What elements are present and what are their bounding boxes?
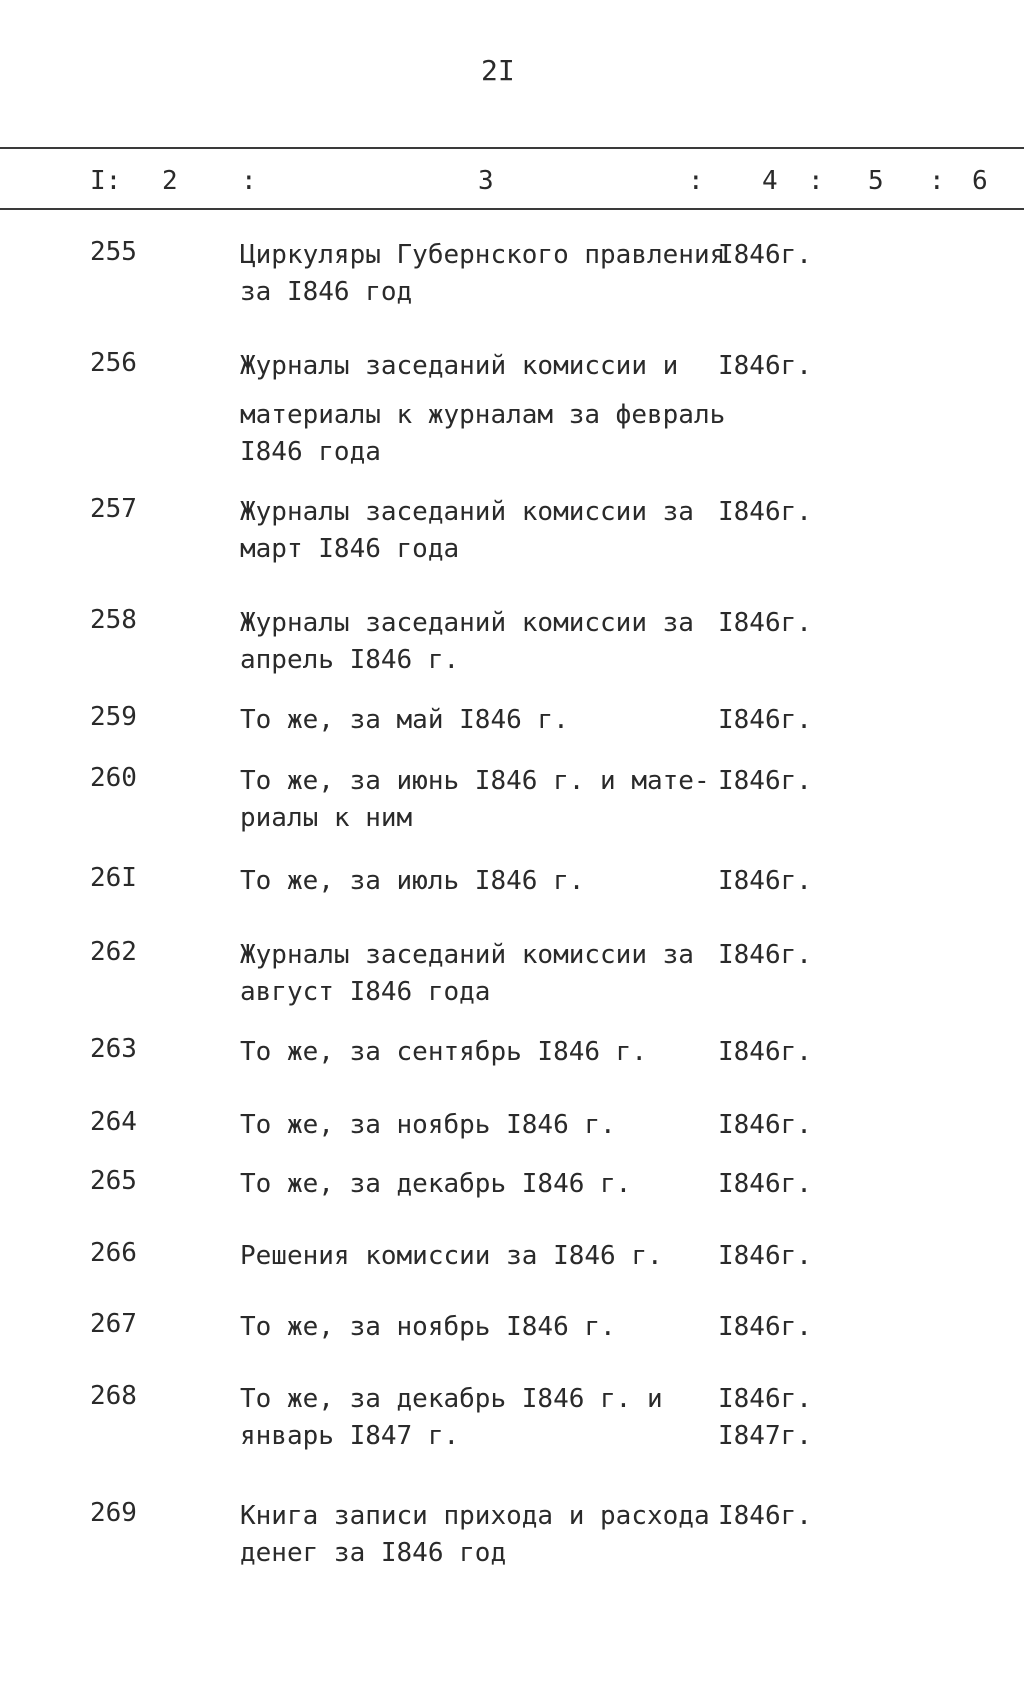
row-number: 268 bbox=[90, 1381, 137, 1411]
row-number: 269 bbox=[90, 1498, 137, 1528]
title-line: март I846 года bbox=[240, 534, 460, 564]
row-title bbox=[240, 1309, 710, 1346]
row-title bbox=[240, 348, 726, 471]
date-line: I846г. bbox=[718, 1169, 812, 1199]
header-col-6: 6 bbox=[972, 166, 988, 196]
date-line: I846г. bbox=[718, 240, 812, 270]
row-dates bbox=[718, 1498, 812, 1535]
row-dates bbox=[718, 494, 812, 531]
row-dates bbox=[718, 605, 812, 642]
title-line: апрель I846 г. bbox=[240, 645, 460, 675]
row-dates bbox=[718, 863, 812, 900]
row-dates bbox=[718, 937, 812, 974]
title-line: Журналы заседаний комиссии за bbox=[240, 940, 694, 970]
title-line: Книга записи прихода и расхода bbox=[240, 1501, 710, 1531]
date-line: I846г. bbox=[718, 866, 812, 896]
header-col-4: 4 bbox=[762, 166, 778, 196]
title-line: Решения комиссии за I846 г. bbox=[240, 1241, 663, 1271]
title-line: То же, за сентябрь I846 г. bbox=[240, 1037, 647, 1067]
date-line: I846г. bbox=[718, 705, 812, 735]
date-line: I846г. bbox=[718, 1110, 812, 1140]
date-line: I846г. bbox=[718, 497, 812, 527]
date-line: I846г. bbox=[718, 1384, 812, 1414]
row-number: 258 bbox=[90, 605, 137, 635]
row-dates bbox=[718, 702, 812, 739]
row-title bbox=[240, 1381, 710, 1455]
date-line: I846г. bbox=[718, 351, 812, 381]
header-col-3: 3 bbox=[478, 166, 494, 196]
row-dates bbox=[718, 1381, 812, 1455]
row-title bbox=[240, 863, 710, 900]
row-number: 260 bbox=[90, 763, 137, 793]
row-number: 259 bbox=[90, 702, 137, 732]
row-number: 263 bbox=[90, 1034, 137, 1064]
row-title bbox=[240, 605, 710, 679]
row-dates bbox=[718, 348, 812, 385]
title-line: Журналы заседаний комиссии за bbox=[240, 608, 694, 638]
title-line: То же, за ноябрь I846 г. bbox=[240, 1110, 616, 1140]
date-line: I846г. bbox=[718, 1241, 812, 1271]
row-dates bbox=[718, 1107, 812, 1144]
header-top-rule bbox=[0, 147, 1024, 149]
title-line: I846 года bbox=[240, 437, 381, 467]
date-line: I846г. bbox=[718, 1501, 812, 1531]
title-line: за I846 год bbox=[240, 277, 413, 307]
header-col-2: 2 bbox=[162, 166, 178, 196]
title-line: риалы к ним bbox=[240, 803, 413, 833]
title-line: То же, за июнь I846 г. и мате- bbox=[240, 766, 710, 796]
header-col-1: I: bbox=[90, 166, 122, 196]
title-line: август I846 года bbox=[240, 977, 491, 1007]
row-number: 264 bbox=[90, 1107, 137, 1137]
title-line: То же, за ноябрь I846 г. bbox=[240, 1312, 616, 1342]
title-line: То же, за декабрь I846 г. bbox=[240, 1169, 632, 1199]
title-line: Циркуляры Губернского правления bbox=[240, 240, 726, 270]
header-separator: : bbox=[929, 166, 945, 196]
title-line: Журналы заседаний комиссии за bbox=[240, 497, 694, 527]
header-bottom-rule bbox=[0, 208, 1024, 210]
title-line: То же, за май I846 г. bbox=[240, 705, 569, 735]
row-title bbox=[240, 494, 710, 568]
header-col-5: 5 bbox=[868, 166, 884, 196]
row-number: 266 bbox=[90, 1238, 137, 1268]
row-number: 267 bbox=[90, 1309, 137, 1339]
date-line: I846г. bbox=[718, 1312, 812, 1342]
row-dates bbox=[718, 237, 812, 274]
date-line: I847г. bbox=[718, 1421, 812, 1451]
row-title bbox=[240, 1498, 710, 1572]
row-dates bbox=[718, 1309, 812, 1346]
title-line: материалы к журналам за февраль bbox=[240, 400, 726, 430]
row-dates bbox=[718, 1034, 812, 1071]
date-line: I846г. bbox=[718, 1037, 812, 1067]
row-title bbox=[240, 702, 710, 739]
row-number: 262 bbox=[90, 937, 137, 967]
row-dates bbox=[718, 1166, 812, 1203]
row-number: 265 bbox=[90, 1166, 137, 1196]
date-line: I846г. bbox=[718, 766, 812, 796]
row-title bbox=[240, 1166, 710, 1203]
row-number: 26I bbox=[90, 863, 137, 893]
row-title bbox=[240, 763, 710, 837]
header-separator: : bbox=[241, 166, 257, 196]
row-dates bbox=[718, 1238, 812, 1275]
title-line: январь I847 г. bbox=[240, 1421, 460, 1451]
row-title bbox=[240, 1238, 710, 1275]
header-separator: : bbox=[808, 166, 824, 196]
row-number: 255 bbox=[90, 237, 137, 267]
row-title bbox=[240, 1034, 710, 1071]
title-line: То же, за июль I846 г. bbox=[240, 866, 585, 896]
date-line: I846г. bbox=[718, 940, 812, 970]
header-separator: : bbox=[688, 166, 704, 196]
title-line: денег за I846 год bbox=[240, 1538, 507, 1568]
date-line: I846г. bbox=[718, 608, 812, 638]
title-line: Журналы заседаний комиссии и bbox=[240, 351, 679, 381]
row-number: 257 bbox=[90, 494, 137, 524]
row-dates bbox=[718, 763, 812, 800]
row-number: 256 bbox=[90, 348, 137, 378]
row-title bbox=[240, 237, 726, 311]
page-number: 2I bbox=[481, 54, 515, 87]
title-line: То же, за декабрь I846 г. и bbox=[240, 1384, 663, 1414]
row-title bbox=[240, 1107, 710, 1144]
row-title bbox=[240, 937, 710, 1011]
